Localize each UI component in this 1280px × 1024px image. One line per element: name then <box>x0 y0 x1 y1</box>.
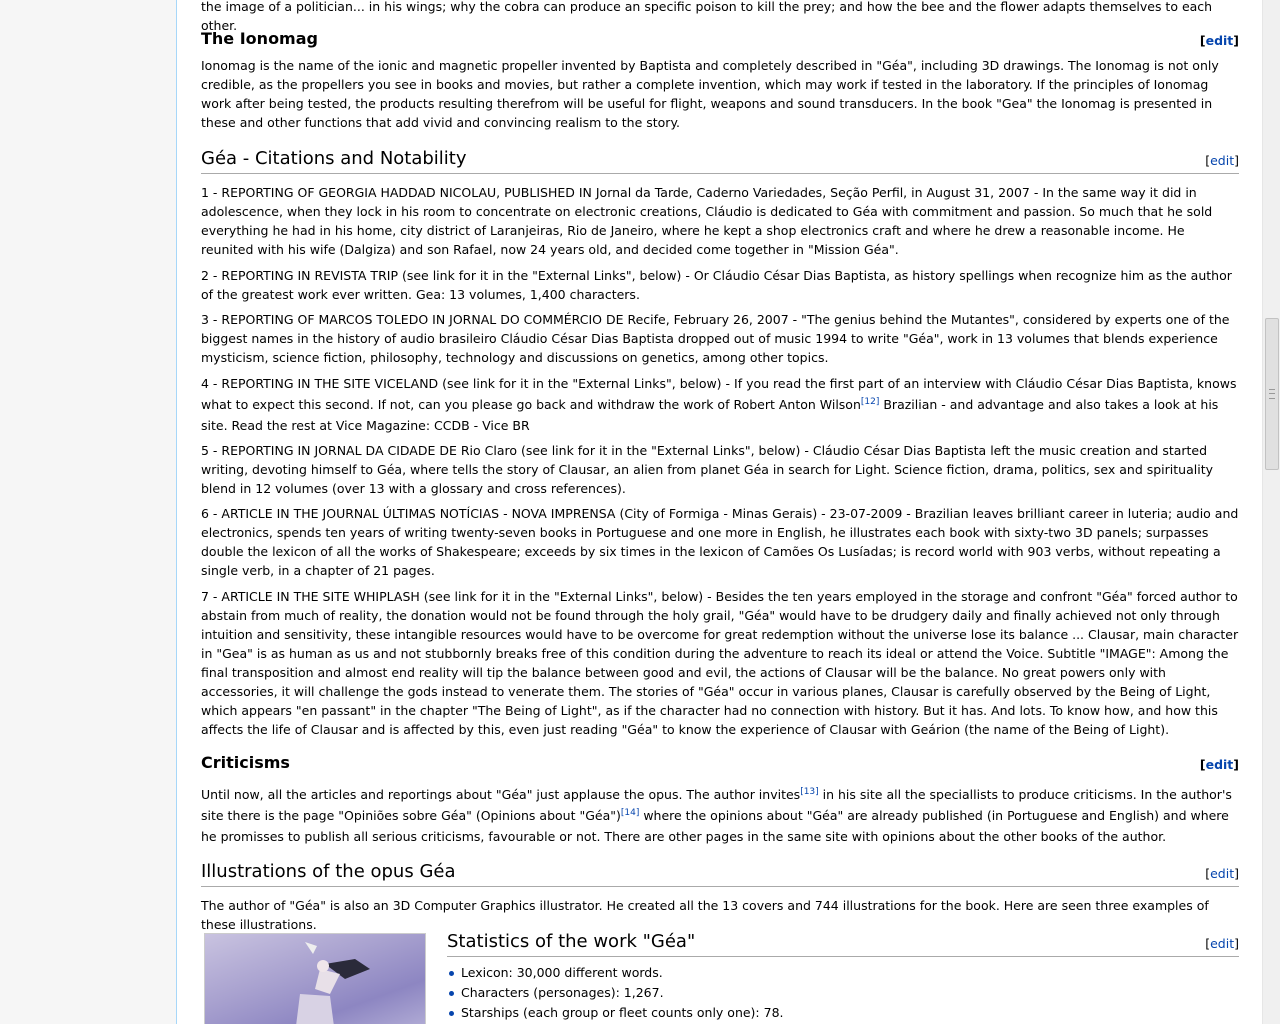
criticisms-text: Until now, all the articles and reportings about "Géa" just applause the opus. The author invites <box>201 787 801 802</box>
list-item: Lexicon: 30,000 different words. <box>447 963 1239 983</box>
section-title: Illustrations of the opus Géa <box>201 861 456 882</box>
citation-item-5: 5 - REPORTING IN JORNAL DA CIDADE DE Rio Claro (see link for it in the "External Links", below) - Cláudio César Dias Baptista left the music creation and started writing, devoting himself to Géa, where tells the story of Clausar, an alien from planet Géa in search for Light. Science fiction, drama, politics, sex and spirituality blend in 12 volumes (over 13 with a glossary and cross references). <box>201 443 1213 496</box>
citation-item-2: 2 - REPORTING IN REVISTA TRIP (see link for it in the "External Links", below) - Or Cláudio César Dias Baptista, as history spellings when recognize him as the author of the greatest work ever written. Gea: 13 volumes, 1,400 characters. <box>201 268 1232 302</box>
section-heading-illustrations <box>201 860 1239 887</box>
section-heading-statistics <box>447 930 1239 957</box>
intro-tail-paragraph: the image of a politician... in his wings; why the cobra can produce an specific poison to kill the prey; and how the bee and the flower adapts themselves to each other. <box>201 0 1213 33</box>
edit-link[interactable]: edit <box>1205 757 1234 772</box>
list-item: Starships (each group or fleet counts only one): 78. <box>447 1003 1239 1023</box>
citation-item-4 <box>201 373 1239 436</box>
section-title: The Ionomag <box>201 29 318 48</box>
section-heading-criticisms <box>201 753 1239 773</box>
statistics-list <box>447 963 1239 1023</box>
scrollbar-thumb[interactable] <box>1265 318 1279 470</box>
ionomag-paragraph: Ionomag is the name of the ionic and magnetic propeller invented by Baptista and completely described in "Géa", including 3D drawings. The Ionomag is not only credible, as the propellers you see in books and movies, but rather a complete invention, which may work if tested in the laboratory. If the principles of Ionomag work after being tested, the products resulting therefrom will be useful for flight, weapons and sound transducers. In the book "Gea" the Ionomag is presented in these and other functions that add vivid and convincing realism to the story. <box>201 58 1219 130</box>
citation-item-6: 6 - ARTICLE IN THE JOURNAL ÚLTIMAS NOTÍCIAS - NOVA IMPRENSA (City of Formiga - Minas Gerais) - 23-07-2009 - Brazilian leaves brilliant career in luteria; audio and electronics, spends ten years of writing twenty-seven books in Portuguese and one more in English, he illustrates each book with sixty-two 3D panels; surpasses double the lexicon of all the works of Shakespeare; exceeds by six times in the lexicon of Camões Os Lusíadas; is record world with 903 verbs, without repeating a single verb, in a chapter of 21 pages. <box>201 506 1239 578</box>
sidebar <box>0 0 176 1024</box>
reference-13-link[interactable]: [13] <box>800 786 819 797</box>
reference-12-link[interactable]: [12] <box>860 396 880 407</box>
list-item: Characters (personages): 1,267. <box>447 983 1239 1003</box>
section-title: Criticisms <box>201 753 290 772</box>
section-title: Statistics of the work "Géa" <box>447 931 696 952</box>
section-title: Géa - Citations and Notability <box>201 148 467 169</box>
reference-14-link[interactable]: [14] <box>620 807 640 818</box>
edit-link-illustrations: [edit] <box>1205 866 1239 881</box>
edit-link-statistics: [edit] <box>1205 936 1239 951</box>
scrollbar-grip-icon <box>1269 389 1275 399</box>
criticisms-text: where the opinions about "Géa" are already published (in Portuguese and English) and where he promisses to publish all serious criticisms, favourable or not. There are other pages in the same site with opinions about the other books of the author. <box>201 808 1229 844</box>
article-content <box>176 0 1263 1024</box>
illustrations-paragraph: The author of "Géa" is also an 3D Computer Graphics illustrator. He created all the 13 covers and 744 illustrations for the book. Here are seen three examples of these illustrations. <box>201 898 1209 932</box>
edit-link-ionomag: [edit] <box>1199 33 1239 48</box>
edit-link[interactable]: edit <box>1205 33 1234 48</box>
illustration-thumbnail[interactable] <box>204 933 426 1024</box>
vertical-scrollbar[interactable] <box>1262 0 1280 1024</box>
edit-link[interactable]: edit <box>1210 936 1235 951</box>
citation-item-3: 3 - REPORTING OF MARCOS TOLEDO IN JORNAL DO COMMÉRCIO DE Recife, February 26, 2007 - "The genius behind the Mutantes", considered by experts one of the biggest names in the history of audio brasileiro Cláudio César Dias Baptista dropped out of music 1994 to write "Géa", work in 13 volumes that blends experience mysticism, science fiction, philosophy, technology and discussions on genetics, among other topics. <box>201 312 1230 365</box>
illustration-figure-icon <box>205 934 425 1024</box>
citation-item-1: 1 - REPORTING OF GEORGIA HADDAD NICOLAU, PUBLISHED IN Jornal da Tarde, Caderno Variedades, Seção Perfil, in August 31, 2007 - In the same way it did in adolescence, when they lock in his room to concentrate on electronic creations, Cláudio is dedicated to Géa with commitment and passion. So much that he sold everything he had in his home, city district of Laranjeiras, Rio de Janeiro, where he kept a shop electronics craft and where he drew a reasonable income. He reunited with his wife (Dalgiza) and son Rafael, now 24 years old, and decided come together in "Mission Géa". <box>201 185 1213 257</box>
citation-text: Brazilian - and advantage and also takes a look at his site. Read the rest at Vice Magazine: CCDB - Vice BR <box>201 397 1219 433</box>
edit-link-citations: [edit] <box>1205 153 1239 168</box>
criticisms-text: in his site all the speciallists to produce criticisms. In the author's site there is the page "Opiniões sobre Géa" (Opinions about "Géa") <box>201 787 1232 823</box>
citation-text: 4 - REPORTING IN THE SITE VICELAND (see link for it in the "External Links", below) - If you read the first part of an interview with Cláudio César Dias Baptista, knows what to expect this second. If not, can you please go back and withdraw the work of Robert Anton Wilson <box>201 376 1237 412</box>
statistics-box <box>447 930 1239 1023</box>
edit-link[interactable]: edit <box>1210 866 1235 881</box>
edit-link[interactable]: edit <box>1210 153 1235 168</box>
section-heading-ionomag <box>201 29 1239 49</box>
citation-item-7: 7 - ARTICLE IN THE SITE WHIPLASH (see link for it in the "External Links", below) - Besides the ten years employed in the storage and confront "Géa" forced author to abstain from much of reality, the donation would not be found through the holy grail, "Géa" would have to be drudgery daily and finally achieved not only through intuition and sensitivity, these intangible resources would have to be overcome for great redemption without the universe lose its balance ... Clausar, main character in "Gea" is as human as us and not stubbornly breaks free of this condition during the adventure to reach its ideal or attend the Voice. Subtitle "IMAGE": Among the final transposition and almost end reality will tip the balance between good and evil, the actions of Clausar will be the balance. No great powers only with accessories, it will challenge the gods instead to venerate them. The stories of "Géa" occur in various planes, Clausar is carefully observed by the Being of Light, which appears "en passant" in the chapter "The Being of Light", as if the character had no connection with history. But it has. And lots. To know how, and how this affects the life of Clausar and is affected by this, even just reading "Géa" to know the experience of Clausar with Geárion (the name of the Being of Light). <box>201 589 1239 737</box>
section-heading-citations <box>201 147 1239 174</box>
criticisms-paragraph <box>201 784 1239 847</box>
edit-link-criticisms: [edit] <box>1199 757 1239 772</box>
